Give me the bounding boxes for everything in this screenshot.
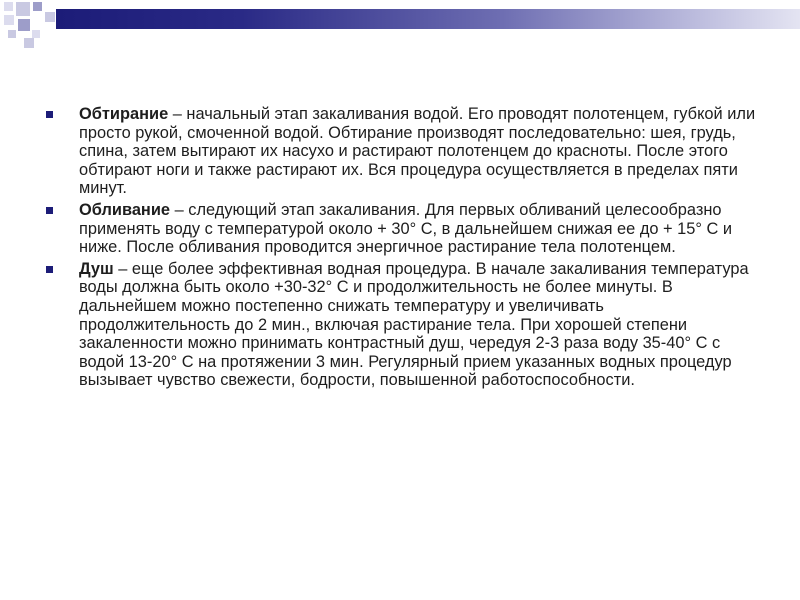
square-bullet-icon bbox=[46, 111, 53, 118]
decor-square bbox=[4, 2, 13, 11]
square-bullet-icon bbox=[46, 207, 53, 214]
bullet-term: Обтирание bbox=[79, 105, 169, 123]
bullet-text: – еще более эффективная водная процедура. В начале закаливания температура воды должна быть около +30-32° С и продолжительность не более минуты. В дальнейшем можно постепенно снижать температуру и увеличивать продолжительность до 2 мин., включая растирание тела. При хорошей степени закаленности можно принимать контрастный душ, чередуя 2-3 раза воду 35-40° С с водой 13-20° С на протяжении 3 мин. Регулярный прием указанных водных процедур вызывает чувство свежести, бодрости, повышенной работоспособности. bbox=[79, 259, 749, 390]
bullet-text: – следующий этап закаливания. Для первых обливаний целесообразно применять воду с температурой около + 30° С, в дальнейшем снижая ее до + 15° С и ниже. После обливания проводится энергичное растирание тела полотенцем. bbox=[79, 200, 733, 257]
square-bullet-icon bbox=[46, 266, 53, 273]
bullet-item-dush bbox=[46, 260, 756, 390]
decor-square bbox=[33, 2, 42, 11]
bullet-text: – начальный этап закаливания водой. Его проводят полотенцем, губкой или просто рукой, смоченной водой. Обтирание производят последовательно: шея, грудь, спина, затем вытирают их насухо и растирают полотенцем до красноты. После этого обтирают ноги и также растирают их. Вся процедура осуществляется в пределах пяти минут. bbox=[79, 105, 756, 198]
decor-square bbox=[32, 30, 40, 38]
header-gradient-bar bbox=[56, 9, 800, 29]
decor-square bbox=[16, 2, 30, 16]
bullet-item-oblivanie bbox=[46, 201, 756, 257]
decor-square bbox=[24, 38, 34, 48]
decor-square bbox=[4, 15, 14, 25]
bullet-term: Душ bbox=[79, 259, 114, 278]
bullet-item-obtiranie bbox=[46, 105, 756, 198]
slide-body bbox=[46, 105, 756, 393]
decor-square bbox=[18, 19, 30, 31]
decor-square bbox=[8, 30, 16, 38]
bullet-term: Обливание bbox=[79, 200, 171, 219]
header-decoration bbox=[0, 0, 800, 50]
decor-square bbox=[45, 12, 55, 22]
